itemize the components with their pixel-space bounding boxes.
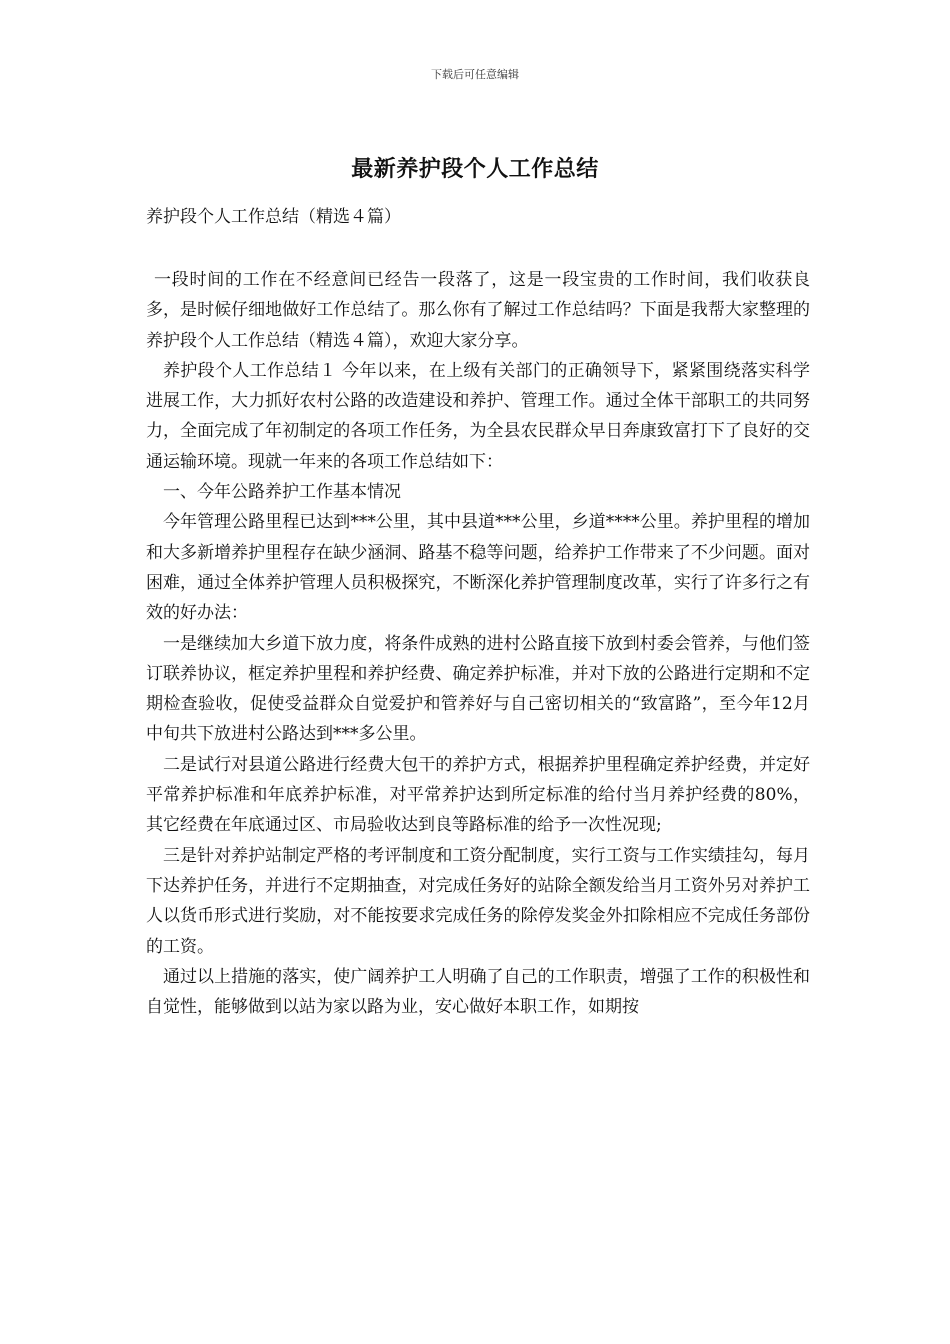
document-subtitle: 养护段个人工作总结（精选４篇） bbox=[146, 207, 401, 227]
paragraph-measure-3: 三是针对养护站制定严格的考评制度和工资分配制度，实行工资与工作实绩挂勾，每月下达养护任务，并进行不定期抽查，对完成任务好的站除全额发给当月工资外另对养护工人以货币形式进行奖励，对不能按要求完成任务的除停发奖金外扣除相应不完成任务部份的工资。 bbox=[146, 845, 810, 957]
section-heading-1: 一、今年公路养护工作基本情况 bbox=[163, 482, 401, 503]
paragraph-measure-1: 一是继续加大乡道下放力度，将条件成熟的进村公路直接下放到村委会管养，与他们签订联养协议，框定养护里程和养护经费、确定养护标准，并对下放的公路进行定期和不定期检查验收，促使受益群众自觉爱护和管养好与自己密切相关的“致富路”，至今年12月中旬共下放进村公路达到***多公里。 bbox=[146, 633, 810, 745]
paragraph-mileage: 今年管理公路里程已达到***公里，其中县道***公里，乡道****公里。养护里程的增加和大多新增养护里程存在缺少涵洞、路基不稳等问题，给养护工作带来了不少问题。面对困难，通过全体养护管理人员积极探究，不断深化养护管理制度改革，实行了许多行之有效的好办法： bbox=[146, 512, 810, 624]
document-title: 最新养护段个人工作总结 bbox=[351, 157, 599, 182]
document-body bbox=[146, 265, 810, 1022]
paragraph-result: 通过以上措施的落实，使广阔养护工人明确了自己的工作职责，增强了工作的积极性和自觉性，能够做到以站为家以路为业，安心做好本职工作，如期按 bbox=[146, 966, 810, 1018]
paragraph-intro: 一段时间的工作在不经意间已经告一段落了，这是一段宝贵的工作时间，我们收获良多，是时候仔细地做好工作总结了。那么你有了解过工作总结吗？下面是我帮大家整理的养护段个人工作总结（精选４篇），欢迎大家分享。 bbox=[146, 270, 810, 351]
paragraph-measure-2: 二是试行对县道公路进行经费大包干的养护方式，根据养护里程确定养护经费，并定好平常养护标准和年底养护标准，对平常养护达到所定标准的给付当月养护经费的80%，其它经费在年底通过区、市局验收达到良等路标准的给予一次性况现; bbox=[146, 754, 810, 836]
header-note: 下载后可任意编辑 bbox=[431, 68, 519, 81]
paragraph-summary-1: 养护段个人工作总结１ 今年以来，在上级有关部门的正确领导下，紧紧围绕落实科学进展工作，大力抓好农村公路的改造建设和养护、管理工作。通过全体干部职工的共同努力，全面完成了年初制定的各项工作任务，为全县农民群众早日奔康致富打下了良好的交通运输环境。现就一年来的各项工作总结如下： bbox=[146, 360, 810, 472]
